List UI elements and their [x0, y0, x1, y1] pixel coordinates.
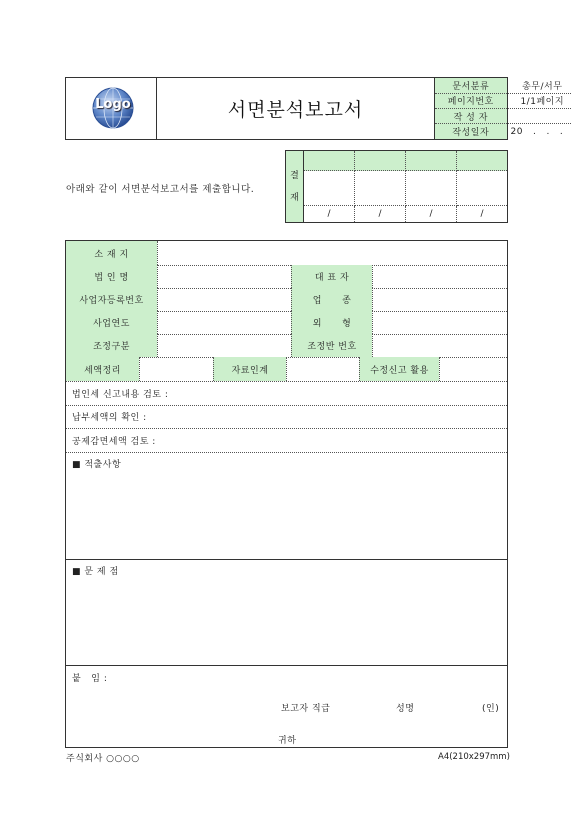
approval-sign-cell[interactable] [406, 171, 457, 205]
corp-name-label: 법 인 명 [66, 265, 157, 288]
approval-date-cell[interactable]: / [457, 205, 508, 222]
signature-section [66, 665, 507, 747]
logo-text: Logo [95, 97, 131, 112]
meta-value[interactable]: 1/1페이지 [507, 93, 572, 108]
form-row-bizno [66, 288, 507, 312]
meta-value[interactable] [507, 109, 572, 124]
tax-audit-field[interactable] [139, 357, 213, 381]
meta-label: 작 성 자 [435, 109, 507, 124]
findings-label: ■ 적출사항 [72, 460, 122, 470]
approval-label [286, 151, 304, 223]
approval-title-cell[interactable] [406, 151, 457, 171]
approval-date-cell[interactable]: / [406, 205, 457, 222]
meta-value[interactable]: 20 . . . [510, 126, 564, 137]
ceo-label: 대 표 자 [291, 265, 372, 288]
adjust-no-field[interactable] [372, 334, 507, 357]
location-field[interactable] [157, 241, 507, 265]
biz-year-label: 사업연도 [66, 311, 157, 334]
seal-label: (인) [482, 704, 500, 714]
approval-sign-cell[interactable] [304, 171, 355, 205]
name-label: 성명 [396, 704, 415, 714]
findings-section[interactable] [66, 452, 507, 560]
report-form [65, 240, 508, 748]
approval-sign-cell[interactable] [355, 171, 406, 205]
approval-label-top: 결 [290, 170, 299, 181]
form-row-bizyear [66, 311, 507, 335]
reporter-label: 보고자 직급 [281, 704, 331, 714]
intro-text: 아래와 같이 서면분석보고서를 제출합니다. [66, 184, 255, 195]
review-label: 법인세 신고내용 검토 : [72, 389, 169, 400]
recipient-label: 귀하 [278, 736, 297, 746]
adjust-no-label: 조정반 번호 [291, 334, 372, 357]
form-row-audit [66, 357, 507, 382]
meta-label: 페이지번호 [435, 93, 507, 108]
tax-audit-label: 세액정리 [66, 357, 139, 381]
data-link-field[interactable] [286, 357, 359, 381]
form-row-location [66, 241, 507, 266]
meta-label: 문서분류 [435, 78, 507, 93]
deduction-label: 공제감면세액 검토 : [72, 436, 156, 447]
meta-row [435, 78, 572, 93]
location-label: 소 재 지 [66, 241, 157, 265]
adjust-type-label: 조정구분 [66, 334, 157, 357]
type-field[interactable] [372, 311, 507, 334]
amended-field[interactable] [439, 357, 507, 381]
biz-no-field[interactable] [157, 288, 291, 311]
footer-company: 주식회사 ○○○○ [66, 754, 140, 764]
adjust-type-field[interactable] [157, 334, 291, 357]
meta-row [435, 109, 572, 124]
logo-cell [66, 78, 157, 139]
biz-year-field[interactable] [157, 311, 291, 334]
approval-sign-cell[interactable] [457, 171, 508, 205]
meta-row [435, 124, 572, 139]
document-meta-table [435, 78, 572, 139]
meta-label: 작성일자 [435, 124, 507, 139]
meta-value[interactable]: 총무/서무 [507, 78, 572, 93]
document-header [65, 77, 565, 140]
problems-label: ■ 문 제 점 [72, 567, 119, 577]
data-link-label: 자료인계 [213, 357, 286, 381]
attachment-label: 붙 임 : [72, 674, 108, 684]
payment-label: 납부세액의 확인 : [72, 413, 147, 423]
form-row-corp [66, 265, 507, 289]
form-row-adjust [66, 334, 507, 358]
footer-paper-size: A4(210x297mm) [438, 752, 510, 762]
form-row-review[interactable] [66, 381, 507, 406]
approval-table [285, 150, 508, 223]
industry-label: 업 종 [291, 288, 372, 311]
problems-section[interactable] [66, 559, 507, 666]
amended-label: 수정신고 활용 [359, 357, 439, 381]
form-row-payment[interactable] [66, 405, 507, 429]
approval-date-cell[interactable]: / [304, 205, 355, 222]
approval-label-bottom: 재 [290, 192, 299, 203]
industry-field[interactable] [372, 288, 507, 311]
approval-title-cell[interactable] [457, 151, 508, 171]
biz-no-label: 사업자등록번호 [66, 288, 157, 311]
approval-title-cell[interactable] [304, 151, 355, 171]
approval-title-cell[interactable] [355, 151, 406, 171]
approval-date-cell[interactable]: / [355, 205, 406, 222]
form-row-deduction[interactable] [66, 428, 507, 453]
meta-row [435, 93, 572, 108]
type-label: 외 형 [291, 311, 372, 334]
title-cell [157, 78, 435, 139]
corp-name-field[interactable] [157, 265, 291, 288]
document-title: 서면분석보고서 [227, 99, 364, 121]
ceo-field[interactable] [372, 265, 507, 288]
